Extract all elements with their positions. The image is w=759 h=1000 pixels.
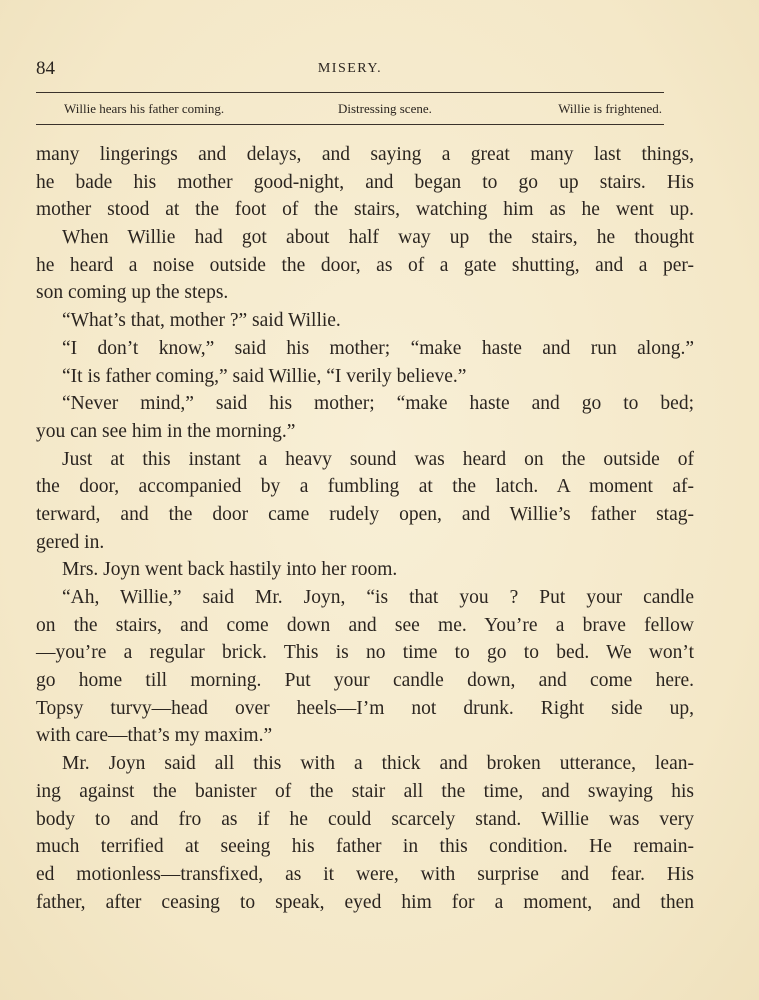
text-line: Just at this instant a heavy sound was heard on the outside of <box>62 448 694 470</box>
text-line: much terrified at seeing his father in this condition. He remain- <box>36 836 694 858</box>
text-line: son coming up the steps. <box>36 282 229 304</box>
text-line: “I don’t know,” said his mother; “make haste and run along.” <box>62 337 694 359</box>
text-line: on the stairs, and come down and see me. You’re a brave fellow <box>36 614 694 636</box>
header-rule-bottom <box>36 124 664 125</box>
topic-item: Distressing scene. <box>338 101 432 116</box>
text-line: father, after ceasing to speak, eyed him for a moment, and then <box>36 891 694 913</box>
text-line: mother stood at the foot of the stairs, watching him as he went up. <box>36 199 694 221</box>
text-line: gered in. <box>36 531 105 553</box>
text-line: —you’re a regular brick. This is no time to go to bed. We won’t <box>36 642 694 664</box>
text-line: the door, accompanied by a fumbling at the latch. A moment af- <box>36 476 694 498</box>
text-line: “What’s that, mother ?” said Willie. <box>62 310 341 332</box>
text-line: body to and fro as if he could scarcely stand. Willie was very <box>36 808 694 830</box>
text-line: he heard a noise outside the door, as of a gate shutting, and a per- <box>36 254 694 276</box>
topic-item: Willie hears his father coming. <box>64 101 225 116</box>
text-line: When Willie had got about half way up the stairs, he thought <box>62 227 694 249</box>
text-line: ed motionless—transfixed, as it were, with surprise and fear. His <box>36 863 694 885</box>
text-line: you can see him in the morning.” <box>36 420 296 442</box>
header-rule-top <box>36 92 664 93</box>
text-line: ing against the banister of the stair all the time, and swaying his <box>36 780 694 802</box>
text-line: Mr. Joyn said all this with a thick and broken utterance, lean- <box>62 753 694 775</box>
text-line: Topsy turvy—head over heels—I’m not drunk. Right side up, <box>36 697 694 719</box>
topic-summary <box>64 101 662 119</box>
text-line: “It is father coming,” said Willie, “I verily believe.” <box>62 365 467 387</box>
topic-item: Willie is frightened. <box>558 101 662 116</box>
text-line: terward, and the door came rudely open, and Willie’s father stag- <box>36 503 694 525</box>
text-line: many lingerings and delays, and saying a great many last things, <box>36 144 694 165</box>
body-text <box>36 141 694 916</box>
text-line: “Never mind,” said his mother; “make haste and go to bed; <box>62 393 694 415</box>
text-line: “Ah, Willie,” said Mr. Joyn, “is that you ? Put your candle <box>62 587 694 608</box>
text-line: go home till morning. Put your candle down, and come here. <box>36 670 694 692</box>
page-number: 84 <box>36 58 55 79</box>
text-line: with care—that’s my maxim.” <box>36 725 273 747</box>
text-line: he bade his mother good-night, and began to go up stairs. His <box>36 171 694 193</box>
running-title: MISERY. <box>317 61 383 76</box>
page-header <box>36 58 664 82</box>
text-line: Mrs. Joyn went back hastily into her room. <box>62 559 398 581</box>
